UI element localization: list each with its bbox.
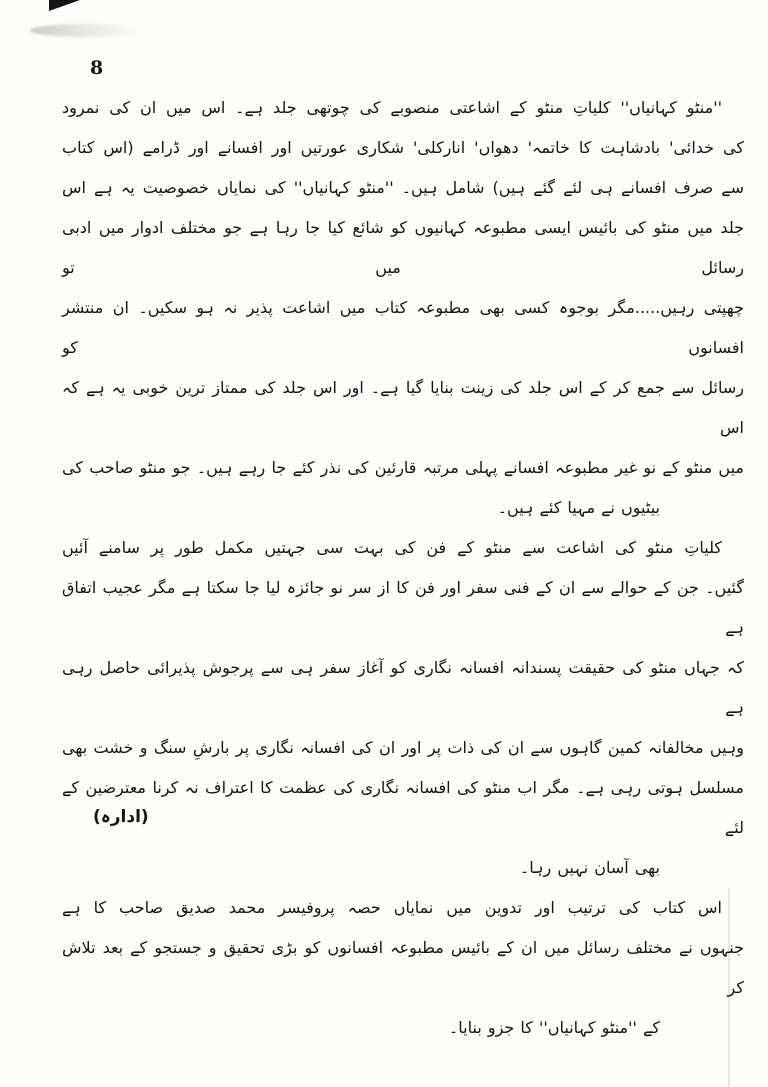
- text-line: اس کتاب کی ترتیب اور تدوین میں نمایاں حصہ پروفیسر محمد صدیق صاحب کا ہے: [62, 898, 722, 917]
- paragraph: [62, 528, 744, 888]
- text-line: کہ جہاں منٹو کی حقیقت پسندانہ افسانہ نگاری کو آغاز سفر ہی سے پرجوش پذیرائی حاصل رہی ہے: [62, 658, 744, 717]
- page-number: 8: [90, 57, 104, 79]
- text-line: سے صرف افسانے ہی لئے گئے ہیں) شامل ہیں۔ ''منٹو کہانیاں'' کی نمایاں خصوصیت یہ ہے اس: [62, 178, 744, 197]
- text-line: وہیں مخالفانہ کمین گاہوں سے ان کی ذات پر اور ان کی افسانہ نگاری پر بارشِ سنگ و خشت بھی: [62, 738, 744, 757]
- text-line: جنہوں نے مختلف رسائل میں ان کے بائیس مطبوعہ افسانوں کو بڑی تحقیق و جستجو کے بعد تلاش کر: [62, 938, 744, 997]
- text-line: بھی آسان نہیں رہا۔: [519, 858, 660, 877]
- text-line: مسلسل ہوتی رہی ہے۔ مگر اب منٹو کی افسانہ نگاری کی عظمت کا اعتراف نہ کرنا معترضین کے لئے: [62, 778, 744, 837]
- text-line: کے ''منٹو کہانیاں'' کا جزو بنایا۔: [448, 1018, 660, 1037]
- paragraph: [62, 88, 744, 528]
- editorial-signature: (ادارہ): [93, 807, 149, 827]
- text-line: کلیاتِ منٹو کی اشاعت سے منٹو کے فن کی بہت سی جہتیں مکمل طور پر سامنے آئیں: [62, 538, 722, 557]
- body-text: [62, 88, 744, 1048]
- text-line: میں منٹو کے نو غیر مطبوعہ افسانے پہلی مرتبہ قارئین کی نذر کئے جا رہے ہیں۔ جو منٹو صاحب کی: [62, 458, 744, 477]
- scan-corner-artifact: [49, 0, 80, 11]
- text-line: رسائل سے جمع کر کے اس جلد کی زینت بنایا گیا ہے۔ اور اس جلد کی ممتاز ترین خوبی یہ ہے کہ اس: [62, 378, 744, 437]
- text-line: کی خدائی' بادشاہت کا خاتمہ' دھواں' انارکلی' شکاری عورتیں اور افسانے اور ڈرامے (اس کتاب: [62, 138, 744, 157]
- text-line: جلد میں منٹو کی بائیس ایسی مطبوعہ کہانیوں کو شائع کیا جا رہا ہے جو مختلف ادوار میں ادبی رسائل میں تو: [62, 218, 744, 277]
- text-line: گئیں۔ جن کے حوالے سے ان کے فنی سفر اور فن کا از سر نو جائزہ لیا جا سکتا ہے مگر عجیب اتفاق ہے: [62, 578, 744, 637]
- scan-smudge-artifact: [30, 24, 142, 37]
- text-line: بیٹیوں نے مہیا کئے ہیں۔: [497, 498, 660, 517]
- text-line: ''منٹو کہانیاں'' کلیاتِ منٹو کے اشاعتی منصوبے کی چوتھی جلد ہے۔ اس میں ان کی نمرود: [62, 98, 722, 117]
- paragraph: [62, 888, 744, 1048]
- text-line: چھپتی رہیں.....مگر بوجوہ کسی بھی مطبوعہ کتاب میں اشاعت پذیر نہ ہو سکیں۔ ان منتشر افسانوں کو: [62, 298, 744, 357]
